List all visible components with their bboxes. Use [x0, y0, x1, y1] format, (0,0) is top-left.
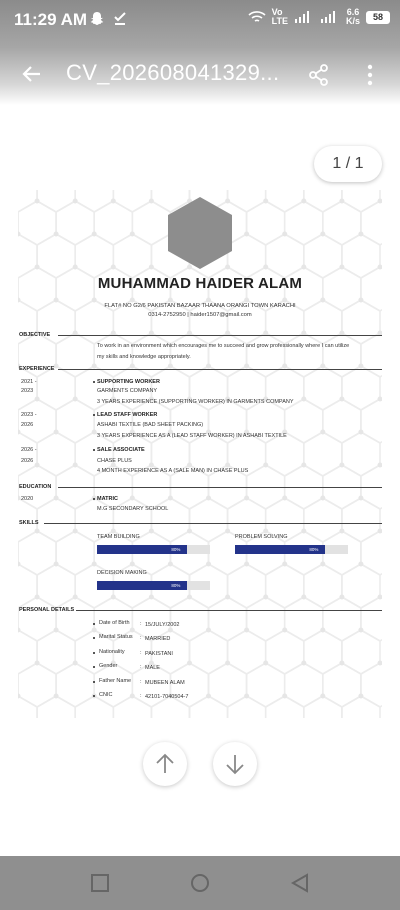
skill-3-name: DECISION MAKING [97, 570, 147, 576]
objective-rule [58, 335, 382, 336]
bullet [93, 652, 95, 654]
pd-value: MARRIED [145, 636, 171, 642]
scroll-down-button[interactable] [213, 742, 257, 786]
personal-heading: PERSONAL DETAILS [19, 607, 75, 613]
cv-document-page [18, 190, 382, 718]
square-icon[interactable] [90, 873, 110, 898]
cv-name: MUHAMMAD HAIDER ALAM [97, 275, 303, 292]
arrow-down-icon [224, 753, 246, 775]
cv-address: FLAT# NO G2/6 PAKISTAN BAZAAR THAANA ORANGI TOWN KARACHI [104, 303, 296, 309]
pd-value: 15/JULY/2002 [145, 622, 180, 628]
bullet [93, 695, 95, 697]
speed-unit: K/s [345, 16, 360, 26]
exp-2-from: 2023 - [21, 412, 37, 418]
experience-heading: EXPERIENCE [19, 366, 55, 372]
snapchat-icon [90, 11, 104, 31]
exp-1-from: 2021 - [21, 379, 37, 385]
pd-colon: : [140, 635, 142, 641]
exp-1-detail: 3 YEARS EXPERIENCE (SUPPORTING WORKER) IN GARMENTS COMPANY [97, 399, 294, 405]
exp-3-to: 2026 [21, 458, 34, 464]
document-title: CV_202608041329... [66, 60, 280, 85]
exp-2-detail: 3 YEARS EXPERIENCE AS A (LEAD STAFF WORKER) IN ASHABI TEXTILE [97, 433, 287, 439]
skill-2-percent: 80% [309, 547, 319, 552]
circle-icon[interactable] [189, 873, 211, 900]
exp-3-title: SALE ASSOCIATE [97, 447, 145, 453]
page-counter: 1 / 1 [314, 146, 382, 182]
objective-line-2: my skills and knowledge appropriately. [97, 354, 191, 360]
bullet [93, 623, 95, 625]
cv-contact: 0314-2752950 | haider1507@gmail.com [148, 312, 252, 318]
pd-label: Marital Status [99, 634, 133, 640]
exp-3-company: CHASE PLUS [97, 458, 132, 464]
pd-colon: : [140, 679, 142, 685]
education-heading: EDUCATION [19, 484, 52, 490]
objective-line-1: To work in an environment which encourages me to succeed and grow professionally where I can utilize [97, 343, 350, 349]
avatar [166, 195, 234, 271]
bullet [93, 449, 95, 451]
pd-colon: : [140, 650, 142, 656]
status-time: 11:29 AM [14, 10, 88, 29]
pd-colon: : [140, 693, 142, 699]
skill-1-bar [97, 545, 210, 554]
skill-1-name: TEAM BUILDING [97, 534, 140, 540]
education-rule [58, 487, 382, 488]
wifi-icon [248, 10, 266, 24]
pd-label: Date of Birth [99, 620, 130, 626]
pd-label: Gender [99, 663, 118, 669]
cv-content [18, 190, 382, 718]
back-arrow-icon[interactable] [20, 62, 44, 91]
exp-2-company: ASHABI TEXTILE (BAD SHEET PACKING) [97, 422, 204, 428]
share-icon[interactable] [308, 64, 330, 91]
exp-3-from: 2026 - [21, 447, 37, 453]
network-top: Vo [271, 7, 283, 17]
edu-1-title: MATRIC [97, 496, 118, 502]
skill-3-percent: 80% [171, 583, 181, 588]
app-bar [0, 50, 400, 100]
skills-rule [44, 523, 382, 524]
objective-heading: OBJECTIVE [19, 332, 51, 338]
arrow-up-icon [154, 753, 176, 775]
download-done-icon [113, 11, 127, 31]
pd-value: MUBEEN ALAM [145, 680, 185, 686]
exp-1-to: 2023 [21, 388, 34, 394]
system-navigation-bar [0, 856, 400, 910]
exp-3-detail: 4 MONTH EXPERIENCE AS A (SALE MAN) IN CHASE PLUS [97, 468, 249, 474]
triangle-back-icon[interactable] [290, 873, 310, 898]
network-type [272, 8, 288, 26]
bullet [93, 681, 95, 683]
skill-2-bar [235, 545, 348, 554]
exp-1-title: SUPPORTING WORKER [97, 379, 160, 385]
pd-label: Father Name [99, 678, 132, 684]
signal-icon-1 [294, 11, 314, 23]
bullet [93, 381, 95, 383]
signal-icon-2 [320, 11, 340, 23]
scroll-up-button[interactable] [143, 742, 187, 786]
skill-1-percent: 80% [171, 547, 181, 552]
more-vert-icon[interactable] [366, 64, 374, 91]
battery-icon: 58 [366, 11, 390, 24]
bullet [93, 498, 95, 500]
edu-1-school: M.G SECONDARY SCHOOL [97, 506, 169, 512]
speed-value: 6.6 [346, 7, 360, 17]
network-bottom: LTE [271, 16, 288, 26]
bullet [93, 666, 95, 668]
status-bar [0, 0, 400, 40]
pd-value: MALE [145, 665, 160, 671]
edu-1-year: 2020 [21, 496, 34, 502]
pd-value: PAKISTANI [145, 651, 173, 657]
network-speed [346, 8, 360, 26]
pd-label: CNIC [99, 692, 113, 698]
personal-rule [76, 610, 382, 611]
skill-2-name: PROBLEM SOLVING [235, 534, 288, 540]
pd-colon: : [140, 664, 142, 670]
status-right [248, 8, 390, 26]
bullet [93, 637, 95, 639]
pd-label: Nationality [99, 649, 125, 655]
skills-heading: SKILLS [19, 520, 39, 526]
exp-1-company: GARMENTS COMPANY [97, 388, 158, 394]
exp-2-title: LEAD STAFF WORKER [97, 412, 158, 418]
bullet [93, 414, 95, 416]
experience-rule [58, 369, 382, 370]
skill-3-bar [97, 581, 210, 590]
exp-2-to: 2026 [21, 422, 34, 428]
pd-colon: : [140, 621, 142, 627]
pd-value: 42101-7040504-7 [145, 694, 189, 700]
top-header [0, 0, 400, 105]
